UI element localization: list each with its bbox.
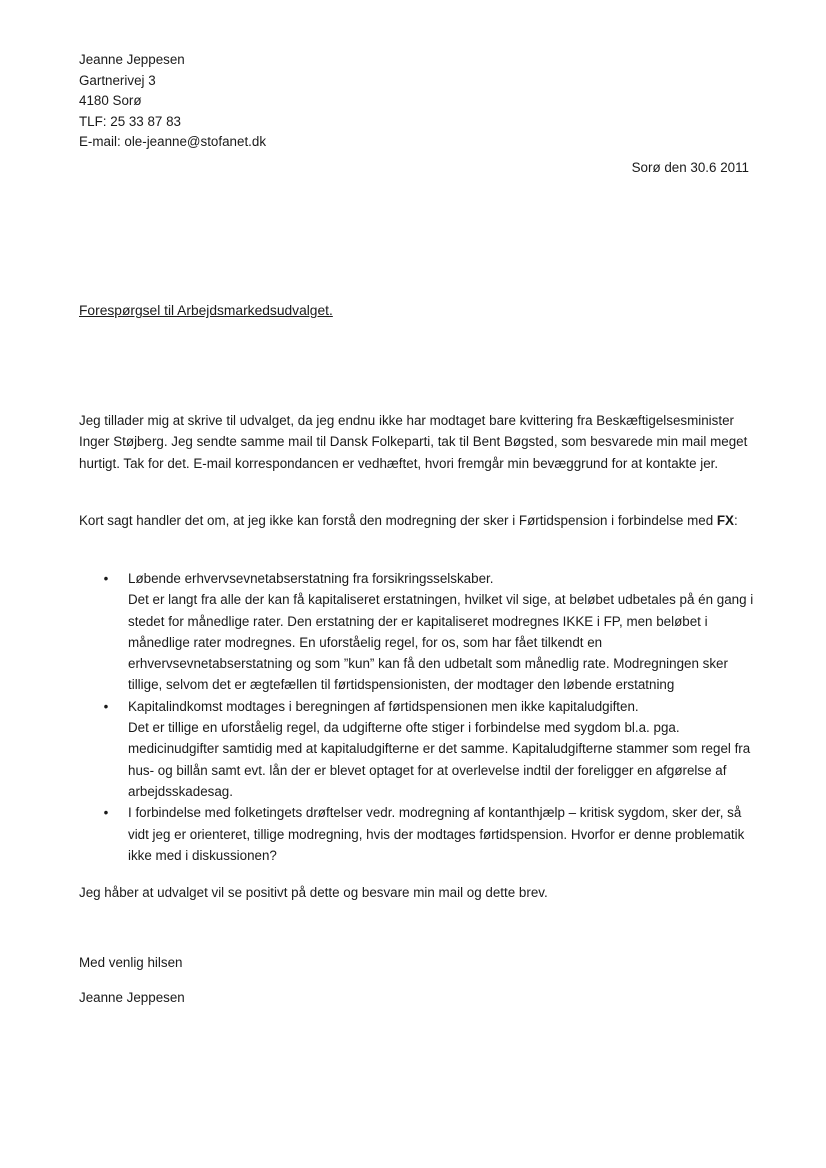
bullet-body: Det er langt fra alle der kan få kapitaliseret erstatningen, hvilket vil sige, at beløbet udbetales på én gang i stedet for månedlige rater. Den erstatning der er kapitaliseret modregnes IKKE i FP, men beløbet i månedlige rater modregnes. En uforståelig regel, for os, som har fået tilkendt en erhvervsevnetabserstatning og som ”kun” kan få den udbetalt som månedlig rate. Modregningen sker tillige, selvom det er ægtefællen til førtidspensionisten, der modtager den løbende erstatning (128, 592, 754, 693)
letter-date: Sorø den 30.6 2011 (631, 160, 749, 175)
signature-name: Jeanne Jeppesen (79, 990, 185, 1005)
bullet-body: Det er tillige en uforståelig regel, da udgifterne ofte stiger i forbindelse med sygdom bl.a. pga. medicinudgifter samtidig med at kapitaludgifterne er det samme. Kapitaludgifterne stammer som regel fra hus- og billån samt evt. lån der er blevet optaget for at overlevelse indtil der foreligger en afgørelse af arbejdsskadesag. (128, 720, 751, 799)
paragraph-summary (79, 510, 759, 531)
sender-street: Gartnerivej 3 (79, 72, 156, 88)
closing-greeting: Med venlig hilsen (79, 955, 183, 970)
sender-phone: TLF: 25 33 87 83 (79, 113, 181, 129)
sender-address-block (79, 50, 266, 153)
paragraph-summary-bold: FX (716, 513, 734, 528)
list-item (79, 802, 759, 866)
bullet-heading: Løbende erhvervsevnetabserstatning fra forsikringsselskaber. (128, 571, 494, 586)
paragraph-intro: Jeg tillader mig at skrive til udvalget, da jeg endnu ikke har modtaget bare kvittering fra Beskæftigelsesminister Inger Støjberg. Jeg sendte samme mail til Dansk Folkeparti, tak til Bent Bøgsted, som besvarede min mail meget hurtigt. Tak for det. E-mail korrespondancen er vedhæftet, hvori fremgår min bevæggrund for at kontakte jer. (79, 413, 748, 471)
bullet-icon: • (103, 698, 109, 714)
bullet-heading: Kapitalindkomst modtages i beregningen af førtidspensionen men ikke kapitaludgiften. (128, 698, 639, 714)
list-item (79, 568, 759, 696)
list-item (79, 696, 759, 802)
paragraph-summary-suffix: : (734, 513, 738, 528)
sender-email: E-mail: ole-jeanne@stofanet.dk (79, 134, 267, 149)
paragraph-hope: Jeg håber at udvalget vil se positivt på dette og besvare min mail og dette brev. (79, 885, 548, 900)
bullet-body: I forbindelse med folketingets drøftelser vedr. modregning af kontanthjælp – kritisk sygdom, sker der, så vidt jeg er orienteret, tillige modregning, hvis der modtages førtidspension. Hvorfor er denne problematik ikke med i diskussionen? (128, 805, 745, 863)
bullet-list (79, 568, 759, 866)
paragraph-summary-text: Kort sagt handler det om, at jeg ikke kan forstå den modregning der sker i Førtidspension i forbindelse med (79, 513, 717, 528)
bullet-icon: • (103, 571, 109, 586)
sender-name: Jeanne Jeppesen (79, 52, 185, 67)
sender-city: 4180 Sorø (79, 93, 142, 108)
letter-subject: Forespørgsel til Arbejdsmarkedsudvalget. (79, 303, 333, 318)
bullet-icon: • (103, 805, 109, 821)
